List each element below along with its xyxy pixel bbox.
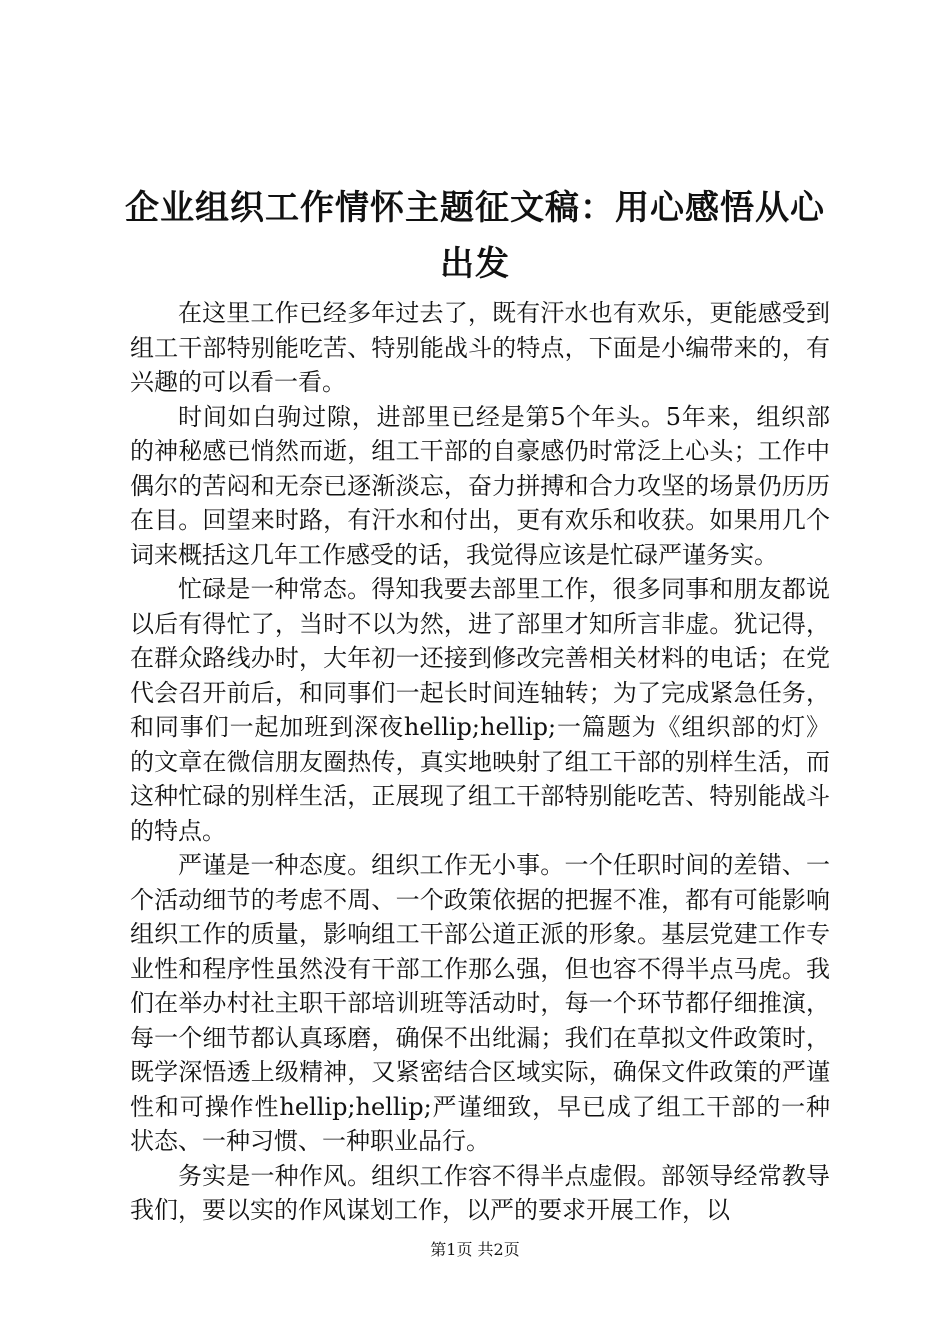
paragraph-rigor: 严谨是一种态度。组织工作无小事。一个任职时间的差错、一个活动细节的考虑不周、一个政策依据的把握不准，都有可能影响组织工作的质量，影响组工干部公道正派的形象。基层党建工作专业性和程序性虽然没有干部工作那么强，但也容不得半点马虎。我们在举办村社主职干部培训班等活动时，每一个环节都仔细推演，每一个细节都认真琢磨，确保不出纰漏；我们在草拟文件政策时，既学深悟透上级精神，又紧密结合区域实际，确保文件政策的严谨性和可操作性hellip;hellip;严谨细致，早已成了组工干部的一种状态、一种习惯、一种职业品行。 bbox=[130, 851, 830, 1155]
paragraph-pragmatic: 务实是一种作风。组织工作容不得半点虚假。部领导经常教导我们，要以实的作风谋划工作，以严的要求开展工作，以 bbox=[130, 1161, 830, 1224]
document-body bbox=[130, 296, 830, 1228]
document-title: 企业组织工作情怀主题征文稿：用心感悟从心出发 bbox=[125, 188, 825, 284]
paragraph-time: 时间如白驹过隙，进部里已经是第5个年头。5年来，组织部的神秘感已悄然而逝，组工干部的自豪感仍时常泛上心头；工作中偶尔的苦闷和无奈已逐渐淡忘，奋力拼搏和合力攻坚的场景仍历历在目。回望来时路，有汗水和付出，更有欢乐和收获。如果用几个词来概括这几年工作感受的话，我觉得应该是忙碌严谨务实。 bbox=[130, 402, 830, 569]
paragraph-intro: 在这里工作已经多年过去了，既有汗水也有欢乐，更能感受到组工干部特别能吃苦、特别能战斗的特点，下面是小编带来的，有兴趣的可以看一看。 bbox=[130, 299, 830, 396]
paragraph-busy: 忙碌是一种常态。得知我要去部里工作，很多同事和朋友都说以后有得忙了，当时不以为然，进了部里才知所言非虚。犹记得，在群众路线办时，大年初一还接到修改完善相关材料的电话；在党代会召开前后，和同事们一起长时间连轴转；为了完成紧急任务，和同事们一起加班到深夜hellip;hellip;一篇题为《组织部的灯》的文章在微信朋友圈热传，真实地映射了组工干部的别样生活，而这种忙碌的别样生活，正展现了组工干部特别能吃苦、特别能战斗的特点。 bbox=[130, 575, 830, 845]
page-number-footer: 第1页 共2页 bbox=[430, 1240, 520, 1259]
